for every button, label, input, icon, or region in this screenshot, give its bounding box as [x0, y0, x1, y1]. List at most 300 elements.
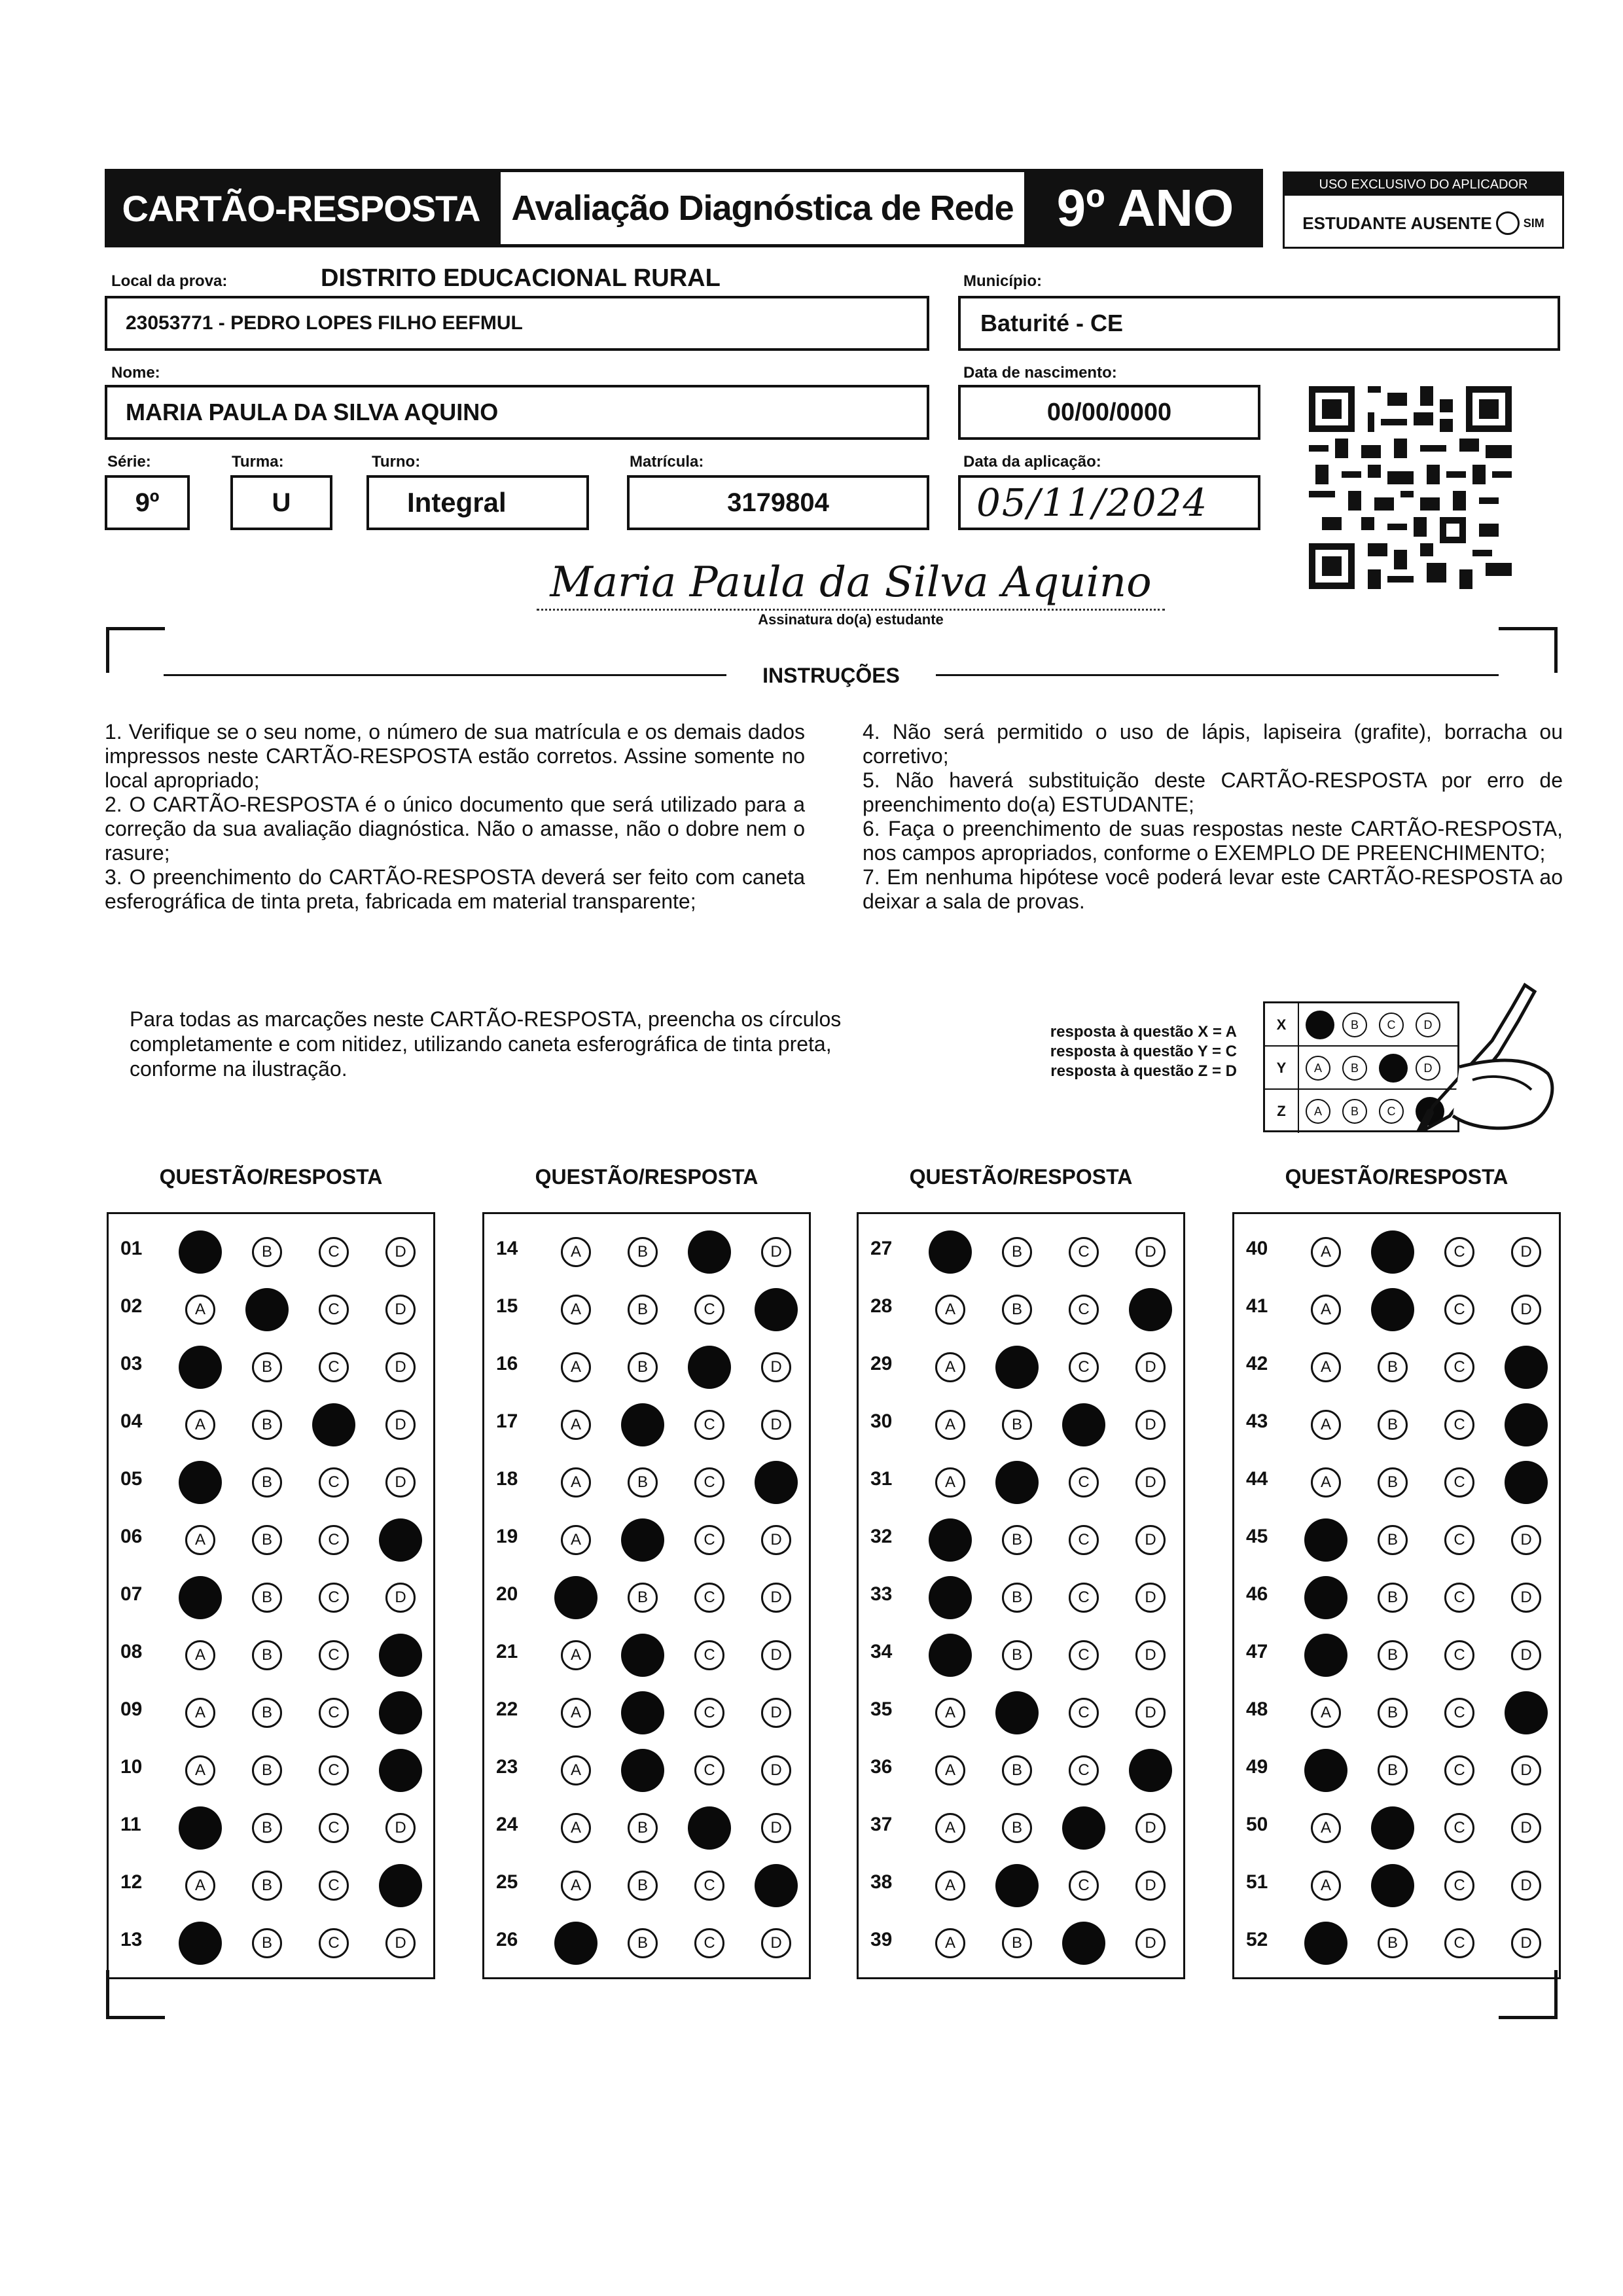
municipio-label: Município:	[963, 272, 1042, 290]
answer-bubble-a[interactable]	[179, 1806, 222, 1850]
answer-bubble-c[interactable]: C	[694, 1410, 724, 1440]
answer-bubble-b[interactable]: B	[1378, 1755, 1408, 1785]
applicator-label: USO EXCLUSIVO DO APLICADOR	[1285, 173, 1562, 196]
answer-bubble-a[interactable]	[1304, 1922, 1347, 1965]
answer-row	[484, 1396, 809, 1454]
instruction-item: 3. O preenchimento do CARTÃO-RESPOSTA deverá ser feito com caneta esferográfica de tinta preta, fabricada em material transparente;	[105, 865, 805, 913]
answers-column-title: QUESTÃO/RESPOSTA	[159, 1165, 383, 1189]
answer-bubble-c[interactable]: C	[1444, 1640, 1474, 1670]
answer-bubble-c[interactable]: C	[1444, 1352, 1474, 1382]
answer-bubble-c[interactable]: C	[319, 1352, 349, 1382]
answer-bubble-d[interactable]	[379, 1634, 422, 1677]
absent-field	[1285, 196, 1562, 251]
answer-bubble-b[interactable]: B	[628, 1871, 658, 1901]
answer-bubble-d[interactable]: D	[761, 1755, 791, 1785]
question-number: 15	[496, 1295, 518, 1317]
answer-bubble-b[interactable]	[621, 1518, 664, 1562]
answer-bubble-c[interactable]: C	[1069, 1640, 1099, 1670]
nascimento-field: 00/00/0000	[958, 385, 1260, 440]
answer-bubble-a[interactable]: A	[185, 1698, 215, 1728]
answer-bubble-d[interactable]: D	[1135, 1410, 1166, 1440]
answer-bubble-c[interactable]: C	[1444, 1755, 1474, 1785]
answer-bubble-c[interactable]	[688, 1346, 731, 1389]
question-number: 30	[870, 1410, 893, 1432]
turno-label: Turno:	[372, 453, 421, 471]
serie-field: 9º	[105, 475, 190, 530]
answer-bubble-a[interactable]	[929, 1518, 972, 1562]
answer-bubble-b[interactable]	[1371, 1230, 1414, 1274]
answer-bubble-a[interactable]	[1304, 1518, 1347, 1562]
question-number: 14	[496, 1238, 518, 1259]
answer-bubble-a[interactable]	[179, 1230, 222, 1274]
answer-bubble-b[interactable]: B	[1378, 1410, 1408, 1440]
matricula-label: Matrícula:	[630, 453, 704, 471]
example-bubble-b: B	[1342, 1099, 1367, 1124]
answer-bubble-d[interactable]: D	[1135, 1698, 1166, 1728]
turma-field: U	[230, 475, 332, 530]
answer-bubble-b[interactable]: B	[252, 1698, 282, 1728]
answer-bubble-b[interactable]: B	[1002, 1640, 1032, 1670]
answer-row	[484, 1742, 809, 1799]
instruction-item: 5. Não haverá substituição deste CARTÃO-RESPOSTA por erro de preenchimento do(a) ESTUDANTE;	[863, 768, 1563, 816]
answer-bubble-b[interactable]: B	[628, 1813, 658, 1843]
answer-bubble-d[interactable]: D	[1511, 1813, 1541, 1843]
answer-bubble-d[interactable]: D	[1135, 1352, 1166, 1382]
answer-bubble-b[interactable]	[621, 1749, 664, 1792]
answer-bubble-a[interactable]: A	[1311, 1467, 1341, 1498]
answer-row	[1234, 1281, 1559, 1338]
answer-bubble-a[interactable]: A	[935, 1352, 965, 1382]
example-bubble-d: D	[1416, 1013, 1440, 1037]
answer-bubble-d[interactable]: D	[1511, 1755, 1541, 1785]
answer-bubble-d[interactable]: D	[1511, 1583, 1541, 1613]
answer-bubble-b[interactable]: B	[252, 1813, 282, 1843]
answer-bubble-a[interactable]: A	[561, 1467, 591, 1498]
answer-bubble-d[interactable]: D	[385, 1295, 416, 1325]
answer-bubble-a[interactable]: A	[1311, 1410, 1341, 1440]
answer-bubble-d[interactable]	[1505, 1691, 1548, 1734]
answer-bubble-a[interactable]: A	[935, 1698, 965, 1728]
answer-bubble-b[interactable]	[995, 1691, 1039, 1734]
answer-bubble-a[interactable]: A	[561, 1871, 591, 1901]
instruction-item: 6. Faça o preenchimento de suas respostas neste CARTÃO-RESPOSTA, nos campos apropriados, conforme o EXEMPLO DE PREENCHIMENTO;	[863, 817, 1563, 865]
answer-bubble-d[interactable]: D	[385, 1928, 416, 1958]
answer-row	[859, 1223, 1183, 1281]
question-number: 22	[496, 1698, 518, 1720]
answer-bubble-a[interactable]: A	[1311, 1237, 1341, 1267]
answer-bubble-c[interactable]: C	[1444, 1813, 1474, 1843]
answer-row	[859, 1454, 1183, 1511]
answer-bubble-d[interactable]: D	[1135, 1813, 1166, 1843]
answer-bubble-d[interactable]: D	[1135, 1583, 1166, 1613]
answer-bubble-b[interactable]	[621, 1691, 664, 1734]
answer-bubble-a[interactable]	[179, 1461, 222, 1504]
answer-bubble-b[interactable]	[1371, 1806, 1414, 1850]
answer-bubble-c[interactable]	[1062, 1806, 1105, 1850]
answer-bubble-a[interactable]: A	[185, 1410, 215, 1440]
question-number: 25	[496, 1871, 518, 1893]
question-number: 42	[1246, 1353, 1268, 1374]
answer-bubble-c[interactable]: C	[1444, 1410, 1474, 1440]
answer-row	[1234, 1626, 1559, 1684]
answer-row	[109, 1223, 433, 1281]
answers-column	[857, 1212, 1185, 1979]
applicator-box	[1283, 171, 1564, 249]
matricula-field: 3179804	[627, 475, 929, 530]
answer-bubble-a[interactable]: A	[185, 1755, 215, 1785]
answer-bubble-a[interactable]: A	[1311, 1698, 1341, 1728]
example-legend-item: resposta à questão Z = D	[1050, 1062, 1237, 1080]
answer-bubble-d[interactable]	[755, 1461, 798, 1504]
answer-bubble-b[interactable]: B	[252, 1410, 282, 1440]
answer-bubble-a[interactable]: A	[561, 1640, 591, 1670]
answer-bubble-d[interactable]: D	[385, 1352, 416, 1382]
answer-bubble-a[interactable]	[179, 1346, 222, 1389]
instructions-left	[105, 720, 805, 914]
answer-bubble-a[interactable]: A	[935, 1755, 965, 1785]
answers-column-title: QUESTÃO/RESPOSTA	[535, 1165, 758, 1189]
answer-bubble-c[interactable]: C	[694, 1871, 724, 1901]
answer-bubble-a[interactable]	[554, 1576, 597, 1619]
answer-bubble-a[interactable]	[554, 1922, 597, 1965]
answer-bubble-b[interactable]: B	[1378, 1640, 1408, 1670]
answer-bubble-a[interactable]: A	[1311, 1813, 1341, 1843]
answer-bubble-a[interactable]: A	[935, 1410, 965, 1440]
question-number: 45	[1246, 1526, 1268, 1547]
answer-bubble-b[interactable]: B	[252, 1237, 282, 1267]
answer-bubble-b[interactable]: B	[1378, 1352, 1408, 1382]
answer-row	[859, 1742, 1183, 1799]
answer-bubble-a[interactable]: A	[1311, 1295, 1341, 1325]
answer-row	[1234, 1569, 1559, 1626]
signature-line	[537, 609, 1165, 611]
answer-bubble-c[interactable]: C	[319, 1871, 349, 1901]
answer-bubble-c[interactable]: C	[319, 1583, 349, 1613]
answer-bubble-d[interactable]: D	[1135, 1871, 1166, 1901]
example-bubble-a: A	[1306, 1056, 1330, 1081]
answer-bubble-c[interactable]: C	[1069, 1295, 1099, 1325]
answer-bubble-d[interactable]: D	[1511, 1928, 1541, 1958]
answer-bubble-a[interactable]: A	[561, 1525, 591, 1555]
answer-row	[109, 1396, 433, 1454]
answer-bubble-a[interactable]: A	[561, 1352, 591, 1382]
nome-field: MARIA PAULA DA SILVA AQUINO	[105, 385, 929, 440]
answer-bubble-d[interactable]	[379, 1749, 422, 1792]
question-number: 11	[120, 1814, 141, 1835]
answer-bubble-a[interactable]: A	[561, 1237, 591, 1267]
example-bubble-d: D	[1416, 1056, 1440, 1081]
answer-bubble-b[interactable]: B	[1002, 1928, 1032, 1958]
answer-bubble-d[interactable]: D	[1511, 1640, 1541, 1670]
answer-bubble-d[interactable]	[379, 1691, 422, 1734]
question-number: 08	[120, 1641, 143, 1662]
answer-bubble-d[interactable]: D	[761, 1813, 791, 1843]
answer-bubble-a[interactable]	[929, 1634, 972, 1677]
answer-bubble-c[interactable]: C	[319, 1295, 349, 1325]
answer-bubble-b[interactable]: B	[628, 1352, 658, 1382]
answer-bubble-c[interactable]: C	[1444, 1583, 1474, 1613]
answer-bubble-b[interactable]: B	[628, 1467, 658, 1498]
answer-bubble-c[interactable]: C	[319, 1640, 349, 1670]
answer-row	[859, 1511, 1183, 1569]
answer-bubble-d[interactable]: D	[761, 1928, 791, 1958]
answer-bubble-b[interactable]: B	[252, 1928, 282, 1958]
answer-bubble-a[interactable]: A	[561, 1698, 591, 1728]
answer-bubble-d[interactable]: D	[1511, 1525, 1541, 1555]
answer-bubble-a[interactable]: A	[1311, 1352, 1341, 1382]
answer-bubble-b[interactable]: B	[252, 1352, 282, 1382]
answer-row	[859, 1569, 1183, 1626]
question-number: 13	[120, 1929, 143, 1950]
serie-label: Série:	[107, 453, 151, 471]
answer-bubble-a[interactable]: A	[1311, 1871, 1341, 1901]
answer-bubble-d[interactable]: D	[761, 1352, 791, 1382]
answer-bubble-a[interactable]	[1304, 1576, 1347, 1619]
answer-bubble-c[interactable]: C	[694, 1755, 724, 1785]
answer-bubble-d[interactable]: D	[1135, 1467, 1166, 1498]
answer-row	[484, 1223, 809, 1281]
answer-bubble-c[interactable]: C	[319, 1237, 349, 1267]
marking-note: Para todas as marcações neste CARTÃO-RESPOSTA, preencha os círculos completamente e com nitidez, utilizando caneta esferográfica de tinta preta, conforme na ilustração.	[130, 1007, 842, 1081]
answer-bubble-d[interactable]	[1129, 1749, 1172, 1792]
answer-bubble-c[interactable]: C	[694, 1467, 724, 1498]
answer-bubble-a[interactable]	[929, 1230, 972, 1274]
answer-row	[859, 1799, 1183, 1857]
answer-bubble-b[interactable]: B	[1002, 1755, 1032, 1785]
answer-bubble-c[interactable]: C	[1069, 1583, 1099, 1613]
answer-bubble-a[interactable]: A	[561, 1295, 591, 1325]
answer-bubble-c[interactable]	[1062, 1403, 1105, 1446]
answer-bubble-d[interactable]	[755, 1864, 798, 1907]
answer-bubble-c[interactable]: C	[1069, 1525, 1099, 1555]
answer-bubble-d[interactable]: D	[385, 1467, 416, 1498]
answer-row	[484, 1281, 809, 1338]
answer-bubble-d[interactable]: D	[1135, 1237, 1166, 1267]
answer-bubble-c[interactable]: C	[319, 1813, 349, 1843]
absent-bubble[interactable]	[1496, 211, 1520, 235]
answer-bubble-c[interactable]: C	[1069, 1352, 1099, 1382]
answer-bubble-d[interactable]	[1505, 1346, 1548, 1389]
answer-bubble-c[interactable]: C	[1069, 1871, 1099, 1901]
answer-bubble-b[interactable]: B	[252, 1583, 282, 1613]
answer-row	[859, 1338, 1183, 1396]
answer-row	[109, 1281, 433, 1338]
answer-bubble-b[interactable]: B	[1002, 1525, 1032, 1555]
answer-bubble-d[interactable]: D	[385, 1237, 416, 1267]
answer-bubble-d[interactable]: D	[1135, 1640, 1166, 1670]
answer-bubble-a[interactable]	[179, 1922, 222, 1965]
question-number: 27	[870, 1238, 893, 1259]
answer-bubble-a[interactable]: A	[561, 1410, 591, 1440]
answer-bubble-b[interactable]	[995, 1346, 1039, 1389]
answer-bubble-b[interactable]: B	[252, 1525, 282, 1555]
answer-bubble-c[interactable]: C	[319, 1928, 349, 1958]
example-legend	[962, 1022, 1237, 1081]
answer-bubble-a[interactable]: A	[561, 1813, 591, 1843]
answer-bubble-d[interactable]: D	[1511, 1295, 1541, 1325]
answer-bubble-c[interactable]	[312, 1403, 355, 1446]
answer-bubble-c[interactable]: C	[694, 1928, 724, 1958]
answer-bubble-a[interactable]: A	[561, 1755, 591, 1785]
turno-field: Integral	[366, 475, 589, 530]
answer-bubble-b[interactable]: B	[252, 1755, 282, 1785]
answer-bubble-d[interactable]: D	[1511, 1237, 1541, 1267]
answer-bubble-b[interactable]	[621, 1403, 664, 1446]
answer-bubble-d[interactable]	[1505, 1403, 1548, 1446]
question-number: 01	[120, 1238, 143, 1259]
answer-bubble-c[interactable]	[688, 1806, 731, 1850]
question-number: 17	[496, 1410, 518, 1432]
question-number: 20	[496, 1583, 518, 1605]
answer-bubble-b[interactable]: B	[1002, 1583, 1032, 1613]
answer-bubble-c[interactable]: C	[1444, 1698, 1474, 1728]
question-number: 32	[870, 1526, 893, 1547]
answer-bubble-c[interactable]: C	[1444, 1928, 1474, 1958]
answer-bubble-a[interactable]: A	[935, 1295, 965, 1325]
answer-bubble-b[interactable]: B	[1378, 1928, 1408, 1958]
answer-row	[484, 1511, 809, 1569]
question-number: 29	[870, 1353, 893, 1374]
answer-bubble-c[interactable]	[1062, 1922, 1105, 1965]
answer-row	[484, 1454, 809, 1511]
answer-bubble-d[interactable]	[1129, 1288, 1172, 1331]
answer-row	[859, 1396, 1183, 1454]
nome-label: Nome:	[111, 364, 160, 382]
answer-bubble-d[interactable]: D	[761, 1410, 791, 1440]
answer-bubble-b[interactable]	[995, 1461, 1039, 1504]
answer-row	[484, 1626, 809, 1684]
answer-bubble-c[interactable]: C	[694, 1525, 724, 1555]
answer-bubble-c[interactable]: C	[319, 1755, 349, 1785]
answer-bubble-a[interactable]: A	[935, 1871, 965, 1901]
answer-bubble-c[interactable]: C	[694, 1698, 724, 1728]
answer-bubble-c[interactable]: C	[1444, 1237, 1474, 1267]
answer-bubble-b[interactable]: B	[252, 1640, 282, 1670]
answer-bubble-b[interactable]: B	[1002, 1813, 1032, 1843]
answer-bubble-c[interactable]: C	[1444, 1525, 1474, 1555]
answer-bubble-d[interactable]: D	[761, 1698, 791, 1728]
answers-column-title: QUESTÃO/RESPOSTA	[909, 1165, 1133, 1189]
instructions-right	[863, 720, 1563, 914]
question-number: 36	[870, 1756, 893, 1778]
answer-bubble-a[interactable]	[1304, 1749, 1347, 1792]
answer-bubble-d[interactable]: D	[1135, 1928, 1166, 1958]
pen-hand-icon	[1394, 982, 1558, 1132]
answer-bubble-c[interactable]: C	[1069, 1698, 1099, 1728]
answer-bubble-b[interactable]: B	[628, 1237, 658, 1267]
answer-bubble-d[interactable]: D	[385, 1583, 416, 1613]
answer-row	[484, 1914, 809, 1972]
example-bubble-b: B	[1342, 1013, 1367, 1037]
answer-row	[109, 1454, 433, 1511]
answer-bubble-c[interactable]: C	[1444, 1295, 1474, 1325]
question-number: 31	[870, 1468, 893, 1490]
answer-bubble-d[interactable]	[1505, 1461, 1548, 1504]
answer-bubble-b[interactable]: B	[628, 1928, 658, 1958]
answer-bubble-b[interactable]: B	[252, 1467, 282, 1498]
answer-bubble-a[interactable]: A	[185, 1871, 215, 1901]
answer-bubble-b[interactable]	[1371, 1864, 1414, 1907]
answer-bubble-b[interactable]	[1371, 1288, 1414, 1331]
answer-bubble-c[interactable]: C	[1069, 1237, 1099, 1267]
question-number: 07	[120, 1583, 143, 1605]
answer-bubble-b[interactable]	[245, 1288, 289, 1331]
answer-row	[109, 1569, 433, 1626]
answer-bubble-d[interactable]: D	[761, 1237, 791, 1267]
answer-bubble-d[interactable]: D	[761, 1640, 791, 1670]
answer-bubble-c[interactable]: C	[319, 1467, 349, 1498]
answer-bubble-b[interactable]: B	[1002, 1237, 1032, 1267]
answer-row	[1234, 1684, 1559, 1742]
answer-bubble-b[interactable]: B	[1002, 1295, 1032, 1325]
answer-bubble-a[interactable]: A	[935, 1928, 965, 1958]
example-row-label: X	[1265, 1003, 1299, 1047]
answer-bubble-a[interactable]: A	[935, 1813, 965, 1843]
answer-bubble-c[interactable]: C	[694, 1295, 724, 1325]
question-number: 46	[1246, 1583, 1268, 1605]
question-number: 10	[120, 1756, 143, 1778]
answer-bubble-d[interactable]: D	[385, 1813, 416, 1843]
answer-bubble-d[interactable]: D	[1511, 1871, 1541, 1901]
answer-bubble-b[interactable]	[621, 1634, 664, 1677]
answer-bubble-a[interactable]	[1304, 1634, 1347, 1677]
answer-bubble-c[interactable]: C	[1444, 1871, 1474, 1901]
answer-bubble-d[interactable]: D	[385, 1410, 416, 1440]
answer-row	[109, 1684, 433, 1742]
instruction-item: 2. O CARTÃO-RESPOSTA é o único documento que será utilizado para a correção da sua avaliação diagnóstica. Não o amasse, não o dobre nem o rasure;	[105, 793, 805, 865]
answer-bubble-c[interactable]: C	[1444, 1467, 1474, 1498]
answers-column-title: QUESTÃO/RESPOSTA	[1285, 1165, 1508, 1189]
answer-bubble-b[interactable]: B	[628, 1583, 658, 1613]
answer-bubble-a[interactable]: A	[185, 1525, 215, 1555]
answer-bubble-a[interactable]: A	[935, 1467, 965, 1498]
answer-bubble-b[interactable]: B	[1378, 1525, 1408, 1555]
answer-bubble-b[interactable]	[995, 1864, 1039, 1907]
answer-bubble-a[interactable]	[929, 1576, 972, 1619]
answer-bubble-d[interactable]	[755, 1288, 798, 1331]
answer-bubble-b[interactable]: B	[1378, 1467, 1408, 1498]
answer-bubble-a[interactable]	[179, 1576, 222, 1619]
answer-bubble-b[interactable]: B	[1002, 1410, 1032, 1440]
answer-bubble-c[interactable]: C	[319, 1698, 349, 1728]
answer-bubble-d[interactable]	[379, 1864, 422, 1907]
corner-top-left	[106, 627, 165, 673]
question-number: 26	[496, 1929, 518, 1950]
answer-bubble-c[interactable]: C	[1069, 1467, 1099, 1498]
answer-bubble-a[interactable]: A	[185, 1295, 215, 1325]
answer-bubble-c[interactable]: C	[694, 1583, 724, 1613]
answer-row	[859, 1914, 1183, 1972]
answer-bubble-c[interactable]: C	[319, 1525, 349, 1555]
grade-badge: 9º ANO	[1027, 169, 1263, 247]
local-region: DISTRITO EDUCACIONAL RURAL	[321, 264, 721, 292]
answer-bubble-c[interactable]: C	[694, 1640, 724, 1670]
answer-bubble-c[interactable]: C	[1069, 1755, 1099, 1785]
answer-bubble-d[interactable]: D	[761, 1525, 791, 1555]
card-title: CARTÃO-RESPOSTA	[105, 169, 497, 247]
answer-bubble-b[interactable]: B	[252, 1871, 282, 1901]
answer-bubble-b[interactable]: B	[628, 1295, 658, 1325]
answer-bubble-d[interactable]: D	[1135, 1525, 1166, 1555]
answer-bubble-b[interactable]: B	[1378, 1583, 1408, 1613]
answer-bubble-d[interactable]: D	[761, 1583, 791, 1613]
answer-bubble-b[interactable]: B	[1378, 1698, 1408, 1728]
answer-bubble-d[interactable]	[379, 1518, 422, 1562]
answer-bubble-c[interactable]	[688, 1230, 731, 1274]
signature-label: Assinatura do(a) estudante	[758, 611, 944, 628]
answer-bubble-a[interactable]: A	[185, 1640, 215, 1670]
answers-column	[107, 1212, 435, 1979]
